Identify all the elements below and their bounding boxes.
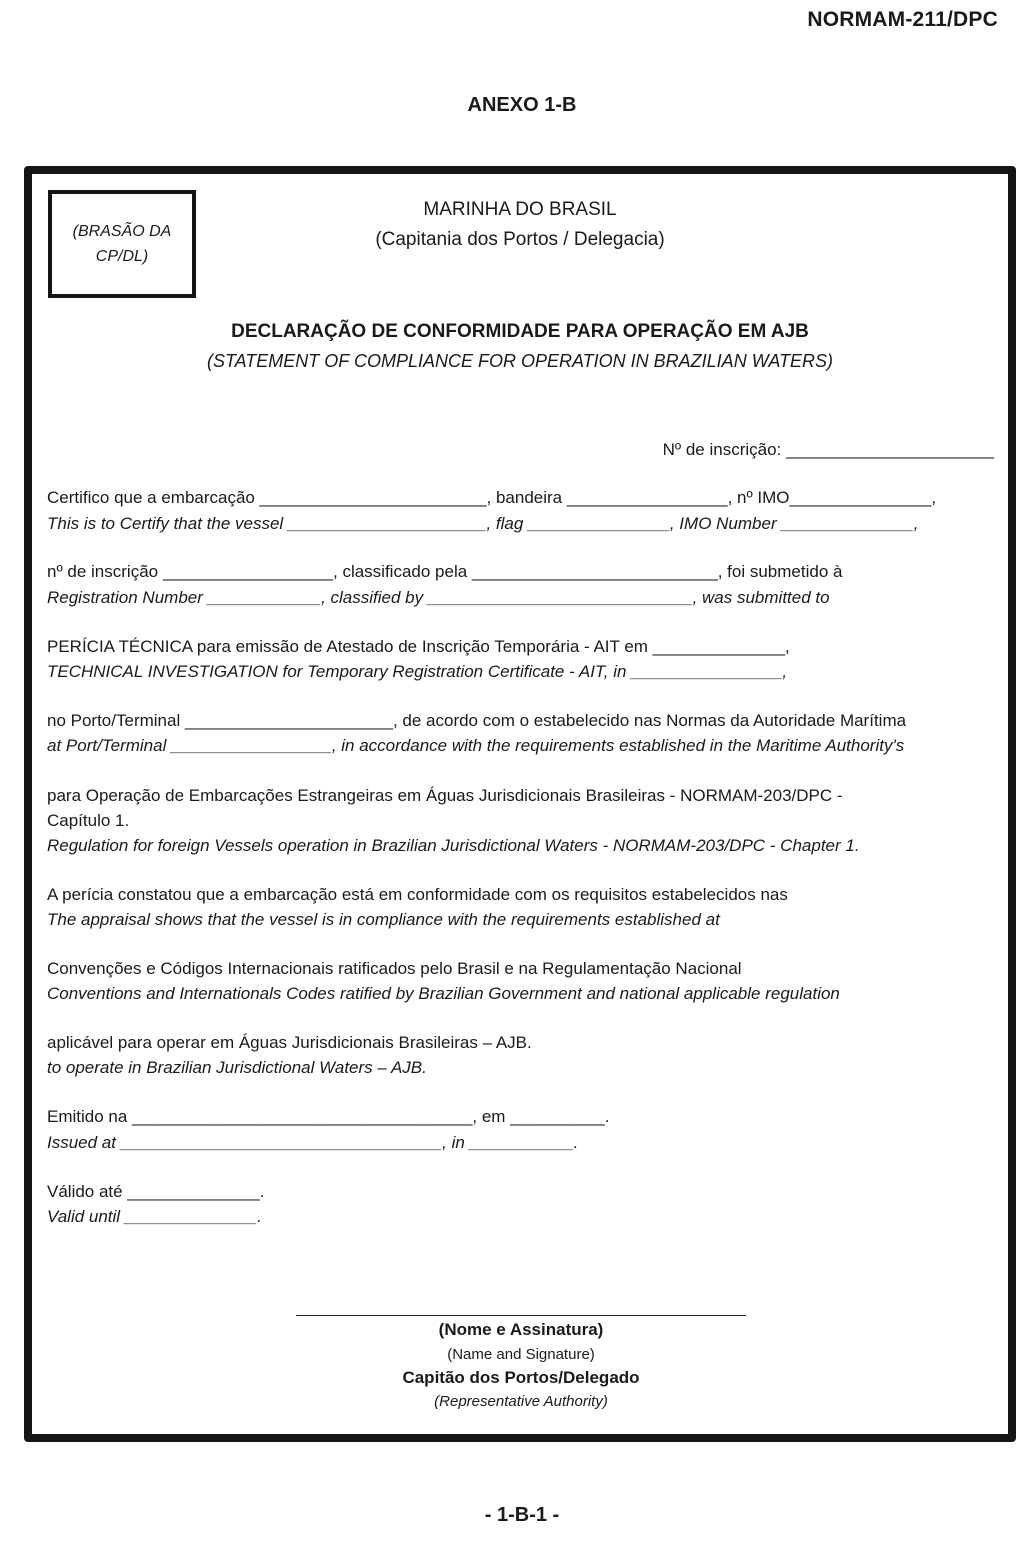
signature-name-en: (Name and Signature) (447, 1346, 595, 1363)
regulation-chapter-pt: Capítulo 1. (47, 811, 130, 830)
appraisal-line-en: The appraisal shows that the vessel is in compliance with the requirements established at (47, 910, 720, 929)
regulation-line-pt: para Operação de Embarcações Estrangeiras em Águas Jurisdicionais Brasileiras - NORMAM-203/DPC - (47, 786, 843, 805)
signature-line (296, 1315, 746, 1316)
organization-subtitle: (Capitania dos Portos / Delegacia) (375, 229, 665, 250)
investigation-line-pt: PERÍCIA TÉCNICA para emissão de Atestado de Inscrição Temporária - AIT em ______________, (47, 637, 790, 656)
conventions-line-pt: Convenções e Códigos Internacionais ratificados pelo Brasil e na Regulamentação Nacional (47, 959, 742, 978)
form-title-portuguese: DECLARAÇÃO DE CONFORMIDADE PARA OPERAÇÃO EM AJB (231, 321, 809, 342)
signature-role-pt: Capitão dos Portos/Delegado (402, 1368, 640, 1387)
registration-line-pt: nº de inscrição __________________, classificado pela __________________________, foi submetido à (47, 562, 843, 581)
page-number: - 1-B-1 - (484, 1504, 560, 1526)
applicable-line-en: to operate in Brazilian Jurisdictional Waters – AJB. (47, 1058, 427, 1077)
regulation-line-en: Regulation for foreign Vessels operation in Brazilian Jurisdictional Waters - NORMAM-203/DPC - Chapter 1. (47, 836, 860, 855)
signature-role-en: (Representative Authority) (434, 1393, 608, 1410)
form-title-english: (STATEMENT OF COMPLIANCE FOR OPERATION IN BRAZILIAN WATERS) (206, 351, 834, 371)
registration-line-en: Registration Number ____________, classified by ____________________________, was submitted to (47, 588, 830, 607)
investigation-line-en: TECHNICAL INVESTIGATION for Temporary Registration Certificate - AIT, in ________________, (47, 662, 788, 681)
conventions-line-en: Conventions and Internationals Codes ratified by Brazilian Government and national applicable regulation (47, 984, 840, 1003)
port-line-pt: no Porto/Terminal ______________________, de acordo com o estabelecido nas Normas da Autoridade Marítima (47, 711, 907, 730)
appraisal-line-pt: A perícia constatou que a embarcação está em conformidade com os requisitos estabelecidos nas (47, 885, 788, 904)
registration-number-field: Nº de inscrição: ______________________ (662, 440, 994, 459)
signature-name-pt: (Nome e Assinatura) (438, 1320, 604, 1339)
document-code: NORMAM-211/DPC (807, 8, 998, 31)
issued-line-pt: Emitido na ____________________________________, em __________. (47, 1107, 610, 1126)
annex-title: ANEXO 1-B (467, 94, 577, 116)
port-line-en: at Port/Terminal _________________, in accordance with the requirements established in the Maritime Authority's (47, 736, 905, 755)
valid-until-line-pt: Válido até ______________. (47, 1182, 265, 1201)
organization-name: MARINHA DO BRASIL (423, 199, 617, 220)
applicable-line-pt: aplicável para operar em Águas Jurisdicionais Brasileiras – AJB. (47, 1033, 532, 1052)
crest-placeholder: (BRASÃO DA CP/DL) (48, 190, 196, 298)
valid-until-line-en: Valid until ______________. (47, 1207, 262, 1226)
vessel-line-en: This is to Certify that the vessel _____________________, flag _______________, IMO Number ______________, (47, 514, 919, 533)
vessel-line-pt: Certifico que a embarcação ________________________, bandeira _________________, nº IMO_______________, (47, 488, 937, 507)
issued-line-en: Issued at __________________________________, in ___________. (47, 1133, 579, 1152)
